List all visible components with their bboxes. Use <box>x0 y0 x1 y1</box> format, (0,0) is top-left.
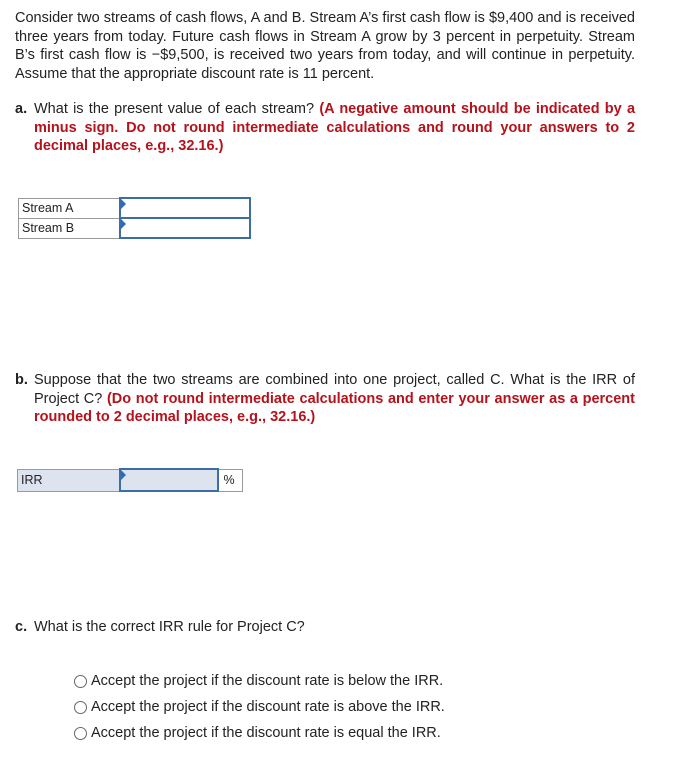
part-b-hint: (Do not round intermediate calculations and enter your answer as a percent rounded to 2 decimal places, e.g., 32.16.) <box>34 390 635 425</box>
part-a-text <box>34 100 635 156</box>
option-below[interactable] <box>74 668 445 694</box>
part-b-question: Suppose that the two streams are combined into one project, called C. What is the IRR of Project C? <box>34 372 635 407</box>
irr-rule-options <box>74 668 445 746</box>
irr-input[interactable] <box>120 469 218 491</box>
part-b <box>15 371 635 427</box>
stream-a-label: Stream A <box>19 198 120 218</box>
stream-a-row <box>19 198 250 218</box>
option-label: Accept the project if the discount rate is below the IRR. <box>91 673 444 689</box>
percent-unit: % <box>218 469 243 491</box>
present-value-table <box>18 197 251 239</box>
part-c-question: What is the correct IRR rule for Project C? <box>34 619 305 635</box>
stream-b-label: Stream B <box>19 218 120 238</box>
option-label: Accept the project if the discount rate is equal the IRR. <box>91 725 441 741</box>
problem-statement: Consider two streams of cash flows, A and B. Stream A’s first cash flow is $9,400 and is received three years from today. Future cash flows in Stream A grow by 3 percent in perpetuity. Stream B’s first cash flow is −$9,500, is received two years from today, and will continue in perpetuity. Assume that the appropriate discount rate is 11 percent. <box>15 10 635 82</box>
stream-b-input[interactable] <box>120 218 250 238</box>
irr-table <box>17 468 243 492</box>
option-label: Accept the project if the discount rate is above the IRR. <box>91 699 445 715</box>
radio-button[interactable] <box>74 701 87 714</box>
irr-label: IRR <box>18 469 120 491</box>
part-a <box>15 100 635 156</box>
stream-b-row <box>19 218 250 238</box>
option-equal[interactable] <box>74 720 445 746</box>
part-a-hint: (A negative amount should be indicated by a minus sign. Do not round intermediate calculations and round your answers to 2 decimal places, e.g., 32.16.) <box>34 101 636 154</box>
part-a-question: What is the present value of each stream? <box>34 101 315 117</box>
part-b-letter: b. <box>15 372 28 388</box>
part-b-text <box>34 371 635 427</box>
part-a-letter: a. <box>15 101 28 117</box>
radio-button[interactable] <box>74 675 87 688</box>
irr-row <box>18 469 243 491</box>
stream-a-input[interactable] <box>120 198 250 218</box>
part-c-letter: c. <box>15 619 28 635</box>
radio-button[interactable] <box>74 727 87 740</box>
option-above[interactable] <box>74 694 445 720</box>
part-c <box>15 618 635 637</box>
